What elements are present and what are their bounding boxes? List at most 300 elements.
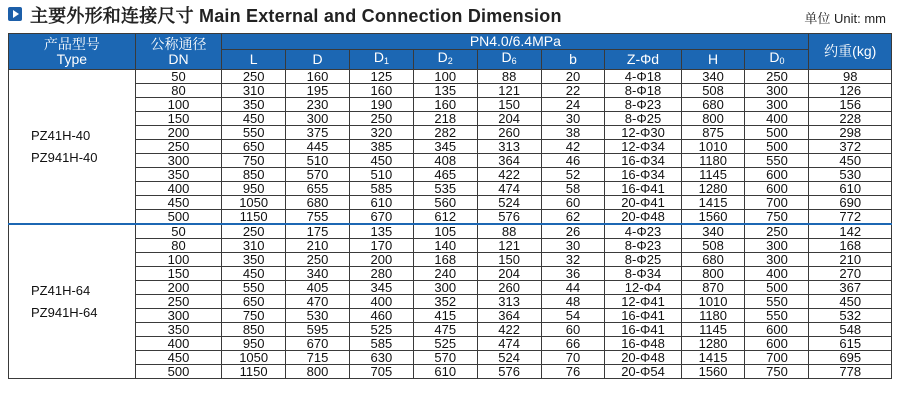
table-row — [9, 309, 892, 323]
table-cell: 450 — [222, 267, 286, 281]
table-cell: 76 — [541, 365, 605, 379]
table-cell: 8-Φ23 — [605, 239, 681, 253]
table-cell: 310 — [222, 84, 286, 98]
column-header-label: D — [373, 49, 384, 65]
table-cell: 1145 — [681, 323, 745, 337]
column-header-label: D — [312, 51, 323, 67]
table-body — [9, 70, 892, 379]
table-cell: 705 — [349, 365, 413, 379]
table-cell: 250 — [135, 295, 222, 309]
table-cell: 715 — [286, 351, 350, 365]
table-cell: 26 — [541, 224, 605, 239]
table-cell: 385 — [349, 140, 413, 154]
table-cell: 524 — [477, 351, 541, 365]
column-header-subscript: 0 — [779, 56, 785, 66]
table-cell: 375 — [286, 126, 350, 140]
table-cell: 313 — [477, 295, 541, 309]
table-cell: 20-Φ48 — [605, 210, 681, 225]
table-cell: 524 — [477, 196, 541, 210]
table-cell: 250 — [135, 140, 222, 154]
table-row — [9, 70, 892, 84]
table-cell: 8-Φ18 — [605, 84, 681, 98]
table-cell: 250 — [222, 70, 286, 84]
table-cell: 100 — [135, 98, 222, 112]
table-cell: 750 — [745, 210, 809, 225]
table-row — [9, 351, 892, 365]
table-cell: 450 — [809, 154, 892, 168]
table-cell: 218 — [413, 112, 477, 126]
table-cell: 755 — [286, 210, 350, 225]
table-cell: 1150 — [222, 365, 286, 379]
table-cell: 300 — [135, 309, 222, 323]
model-name: PZ41H-40 — [31, 127, 91, 143]
table-cell: 12-Φ4 — [605, 281, 681, 295]
table-cell: 950 — [222, 182, 286, 196]
table-cell: 200 — [135, 126, 222, 140]
table-cell: 1280 — [681, 182, 745, 196]
table-cell: 680 — [681, 253, 745, 267]
table-cell: 52 — [541, 168, 605, 182]
table-cell: 550 — [745, 295, 809, 309]
table-cell: 400 — [745, 267, 809, 281]
column-header — [222, 50, 286, 70]
table-cell: 364 — [477, 309, 541, 323]
table-cell: 32 — [541, 253, 605, 267]
table-cell: 352 — [413, 295, 477, 309]
column-header — [745, 50, 809, 70]
table-cell: 630 — [349, 351, 413, 365]
column-header-subscript: 2 — [447, 56, 453, 66]
column-header — [541, 50, 605, 70]
table-cell: 510 — [349, 168, 413, 182]
column-header — [605, 50, 681, 70]
column-header-subscript: 6 — [511, 56, 517, 66]
table-cell: 170 — [349, 239, 413, 253]
model-name: PZ941H-40 — [31, 149, 98, 165]
table-cell: 20 — [541, 70, 605, 84]
table-cell: 20-Φ54 — [605, 365, 681, 379]
table-cell: 570 — [286, 168, 350, 182]
column-header — [286, 50, 350, 70]
table-cell: 1560 — [681, 210, 745, 225]
table-row — [9, 196, 892, 210]
table-cell: 88 — [477, 224, 541, 239]
table-cell: 800 — [681, 112, 745, 126]
table-cell: 204 — [477, 267, 541, 281]
model-name: PZ41H-64 — [31, 282, 91, 298]
table-cell: 408 — [413, 154, 477, 168]
table-cell: 80 — [135, 84, 222, 98]
table-cell: 204 — [477, 112, 541, 126]
table-cell: 350 — [135, 323, 222, 337]
table-row — [9, 84, 892, 98]
table-cell: 50 — [135, 70, 222, 84]
table-cell: 313 — [477, 140, 541, 154]
table-cell: 210 — [286, 239, 350, 253]
table-cell: 474 — [477, 182, 541, 196]
column-header-subscript: 1 — [383, 56, 389, 66]
table-cell: 750 — [222, 154, 286, 168]
table-cell: 670 — [286, 337, 350, 351]
table-row — [9, 224, 892, 239]
table-cell: 550 — [745, 154, 809, 168]
column-header-label: D — [437, 49, 448, 65]
table-cell: 12-Φ41 — [605, 295, 681, 309]
table-cell: 525 — [349, 323, 413, 337]
table-cell: 465 — [413, 168, 477, 182]
table-cell: 650 — [222, 140, 286, 154]
table-cell: 8-Φ23 — [605, 98, 681, 112]
table-cell: 700 — [745, 196, 809, 210]
table-cell: 508 — [681, 239, 745, 253]
table-cell: 320 — [349, 126, 413, 140]
table-cell: 200 — [135, 281, 222, 295]
table-cell: 200 — [349, 253, 413, 267]
column-header-label: L — [249, 51, 258, 67]
table-cell: 160 — [286, 70, 350, 84]
table-cell: 62 — [541, 210, 605, 225]
model-name: PZ941H-64 — [31, 304, 98, 320]
table-cell: 190 — [349, 98, 413, 112]
table-cell: 30 — [541, 239, 605, 253]
table-row — [9, 239, 892, 253]
table-cell: 655 — [286, 182, 350, 196]
table-cell: 550 — [222, 281, 286, 295]
table-cell: 140 — [413, 239, 477, 253]
table-cell: 1150 — [222, 210, 286, 225]
table-row — [9, 281, 892, 295]
table-cell: 150 — [135, 112, 222, 126]
table-cell: 30 — [541, 112, 605, 126]
table-cell: 400 — [135, 337, 222, 351]
table-cell: 250 — [349, 112, 413, 126]
column-header — [681, 50, 745, 70]
table-cell: 474 — [477, 337, 541, 351]
table-cell: 1180 — [681, 309, 745, 323]
table-cell: 20-Φ48 — [605, 351, 681, 365]
table-cell: 610 — [809, 182, 892, 196]
table-cell: 680 — [286, 196, 350, 210]
table-row — [9, 337, 892, 351]
table-cell: 46 — [541, 154, 605, 168]
table-cell: 400 — [135, 182, 222, 196]
table-cell: 612 — [413, 210, 477, 225]
table-cell: 36 — [541, 267, 605, 281]
table-cell: 530 — [286, 309, 350, 323]
column-header-label: D — [769, 49, 780, 65]
table-cell: 22 — [541, 84, 605, 98]
table-cell: 8-Φ25 — [605, 253, 681, 267]
table-cell: 750 — [745, 365, 809, 379]
table-cell: 600 — [745, 168, 809, 182]
table-cell: 460 — [349, 309, 413, 323]
table-cell: 121 — [477, 84, 541, 98]
table-cell: 372 — [809, 140, 892, 154]
table-row — [9, 210, 892, 225]
table-cell: 135 — [349, 224, 413, 239]
table-cell: 650 — [222, 295, 286, 309]
table-cell: 350 — [135, 168, 222, 182]
table-cell: 16-Φ41 — [605, 323, 681, 337]
table-cell: 168 — [413, 253, 477, 267]
column-header-label: H — [707, 51, 719, 67]
table-cell: 560 — [413, 196, 477, 210]
table-cell: 450 — [135, 351, 222, 365]
table-cell: 445 — [286, 140, 350, 154]
table-cell: 615 — [809, 337, 892, 351]
table-cell: 80 — [135, 239, 222, 253]
table-cell: 42 — [541, 140, 605, 154]
table-cell: 405 — [286, 281, 350, 295]
dimension-table — [8, 33, 892, 379]
column-header — [413, 50, 477, 70]
table-cell: 345 — [349, 281, 413, 295]
table-row — [9, 182, 892, 196]
table-cell: 4-Φ18 — [605, 70, 681, 84]
table-cell: 260 — [477, 126, 541, 140]
table-cell: 16-Φ41 — [605, 182, 681, 196]
column-header — [349, 50, 413, 70]
table-cell: 250 — [745, 70, 809, 84]
table-cell: 20-Φ41 — [605, 196, 681, 210]
table-cell: 670 — [349, 210, 413, 225]
table-cell: 88 — [477, 70, 541, 84]
table-cell: 250 — [745, 224, 809, 239]
table-cell: 100 — [135, 253, 222, 267]
table-cell: 60 — [541, 196, 605, 210]
table-cell: 16-Φ34 — [605, 168, 681, 182]
model-cell — [9, 224, 136, 379]
table-cell: 950 — [222, 337, 286, 351]
table-cell: 70 — [541, 351, 605, 365]
table-cell: 4-Φ23 — [605, 224, 681, 239]
table-cell: 530 — [809, 168, 892, 182]
table-cell: 1415 — [681, 351, 745, 365]
table-cell: 600 — [745, 337, 809, 351]
table-cell: 121 — [477, 239, 541, 253]
table-cell: 300 — [413, 281, 477, 295]
table-cell: 300 — [745, 98, 809, 112]
table-cell: 350 — [222, 253, 286, 267]
title-bar — [8, 0, 892, 30]
table-cell: 66 — [541, 337, 605, 351]
table-cell: 1010 — [681, 295, 745, 309]
table-cell: 1050 — [222, 351, 286, 365]
table-row — [9, 154, 892, 168]
table-cell: 16-Φ41 — [605, 309, 681, 323]
table-cell: 600 — [745, 323, 809, 337]
table-cell: 508 — [681, 84, 745, 98]
table-cell: 54 — [541, 309, 605, 323]
table-cell: 680 — [681, 98, 745, 112]
table-cell: 1415 — [681, 196, 745, 210]
table-cell: 350 — [222, 98, 286, 112]
play-arrow-icon — [8, 7, 22, 21]
table-cell: 800 — [681, 267, 745, 281]
table-cell: 168 — [809, 239, 892, 253]
table-cell: 228 — [809, 112, 892, 126]
table-cell: 500 — [135, 365, 222, 379]
table-cell: 550 — [222, 126, 286, 140]
table-cell: 210 — [809, 253, 892, 267]
header-pressure: PN4.0/6.4MPa — [222, 34, 809, 50]
column-header-label: Z-Φd — [626, 51, 660, 67]
table-cell: 250 — [286, 253, 350, 267]
table-cell: 282 — [413, 126, 477, 140]
table-row — [9, 140, 892, 154]
table-cell: 340 — [681, 224, 745, 239]
table-cell: 156 — [809, 98, 892, 112]
table-cell: 364 — [477, 154, 541, 168]
table-cell: 16-Φ48 — [605, 337, 681, 351]
table-cell: 600 — [745, 182, 809, 196]
table-cell: 695 — [809, 351, 892, 365]
table-row — [9, 267, 892, 281]
table-cell: 850 — [222, 323, 286, 337]
table-cell: 44 — [541, 281, 605, 295]
column-header-label: b — [569, 51, 577, 67]
table-cell: 610 — [349, 196, 413, 210]
table-cell: 240 — [413, 267, 477, 281]
table-cell: 585 — [349, 182, 413, 196]
table-cell: 576 — [477, 210, 541, 225]
table-cell: 24 — [541, 98, 605, 112]
table-cell: 585 — [349, 337, 413, 351]
table-cell: 12-Φ30 — [605, 126, 681, 140]
table-row — [9, 365, 892, 379]
table-cell: 532 — [809, 309, 892, 323]
table-cell: 280 — [349, 267, 413, 281]
table-cell: 142 — [809, 224, 892, 239]
table-cell: 8-Φ34 — [605, 267, 681, 281]
table-cell: 60 — [541, 323, 605, 337]
table-cell: 772 — [809, 210, 892, 225]
table-cell: 340 — [286, 267, 350, 281]
table-cell: 135 — [413, 84, 477, 98]
unit-label: 单位 Unit: mm — [804, 11, 886, 26]
table-cell: 1280 — [681, 337, 745, 351]
table-cell: 150 — [477, 98, 541, 112]
table-cell: 160 — [349, 84, 413, 98]
header-dn: 公称通径 DN — [135, 34, 222, 70]
table-cell: 58 — [541, 182, 605, 196]
table-cell: 750 — [222, 309, 286, 323]
table-cell: 1180 — [681, 154, 745, 168]
page-title: 主要外形和连接尺寸 Main External and Connection Dimension — [30, 6, 562, 26]
table-cell: 16-Φ34 — [605, 154, 681, 168]
table-cell: 300 — [745, 239, 809, 253]
table-cell: 510 — [286, 154, 350, 168]
column-header — [477, 50, 541, 70]
table-cell: 500 — [745, 281, 809, 295]
table-cell: 195 — [286, 84, 350, 98]
table-cell: 50 — [135, 224, 222, 239]
table-cell: 875 — [681, 126, 745, 140]
table-cell: 415 — [413, 309, 477, 323]
table-cell: 8-Φ25 — [605, 112, 681, 126]
table-cell: 12-Φ34 — [605, 140, 681, 154]
table-cell: 1560 — [681, 365, 745, 379]
table-cell: 1145 — [681, 168, 745, 182]
table-cell: 230 — [286, 98, 350, 112]
table-cell: 422 — [477, 323, 541, 337]
table-cell: 800 — [286, 365, 350, 379]
table-cell: 100 — [413, 70, 477, 84]
table-cell: 300 — [745, 84, 809, 98]
table-cell: 260 — [477, 281, 541, 295]
table-cell: 298 — [809, 126, 892, 140]
table-cell: 160 — [413, 98, 477, 112]
table-cell: 105 — [413, 224, 477, 239]
table-cell: 150 — [135, 267, 222, 281]
table-cell: 470 — [286, 295, 350, 309]
table-cell: 778 — [809, 365, 892, 379]
table-cell: 576 — [477, 365, 541, 379]
header-weight: 约重(kg) — [809, 34, 892, 70]
table-cell: 300 — [286, 112, 350, 126]
table-cell: 126 — [809, 84, 892, 98]
column-header-label: D — [501, 49, 512, 65]
table-cell: 1050 — [222, 196, 286, 210]
table-row — [9, 323, 892, 337]
table-row — [9, 253, 892, 267]
table-cell: 595 — [286, 323, 350, 337]
table-cell: 1010 — [681, 140, 745, 154]
table-cell: 500 — [745, 140, 809, 154]
table-cell: 450 — [222, 112, 286, 126]
table-cell: 450 — [809, 295, 892, 309]
table-cell: 300 — [745, 253, 809, 267]
table-cell: 38 — [541, 126, 605, 140]
table-cell: 450 — [135, 196, 222, 210]
table-row — [9, 98, 892, 112]
table-cell: 570 — [413, 351, 477, 365]
table-cell: 550 — [745, 309, 809, 323]
table-cell: 48 — [541, 295, 605, 309]
table-row — [9, 295, 892, 309]
table-cell: 850 — [222, 168, 286, 182]
table-cell: 367 — [809, 281, 892, 295]
table-cell: 175 — [286, 224, 350, 239]
table-cell: 500 — [745, 126, 809, 140]
table-cell: 610 — [413, 365, 477, 379]
model-cell — [9, 70, 136, 225]
table-cell: 450 — [349, 154, 413, 168]
table-cell: 548 — [809, 323, 892, 337]
table-cell: 700 — [745, 351, 809, 365]
table-cell: 690 — [809, 196, 892, 210]
table-cell: 150 — [477, 253, 541, 267]
table-cell: 422 — [477, 168, 541, 182]
table-cell: 400 — [349, 295, 413, 309]
table-cell: 345 — [413, 140, 477, 154]
table-cell: 870 — [681, 281, 745, 295]
table-cell: 125 — [349, 70, 413, 84]
table-cell: 535 — [413, 182, 477, 196]
table-cell: 310 — [222, 239, 286, 253]
table-cell: 340 — [681, 70, 745, 84]
table-row — [9, 126, 892, 140]
table-cell: 300 — [135, 154, 222, 168]
table-cell: 475 — [413, 323, 477, 337]
table-cell: 525 — [413, 337, 477, 351]
header-model: 产品型号 Type — [9, 34, 136, 70]
table-row — [9, 168, 892, 182]
table-cell: 500 — [135, 210, 222, 225]
table-row — [9, 112, 892, 126]
table-cell: 270 — [809, 267, 892, 281]
table-cell: 98 — [809, 70, 892, 84]
